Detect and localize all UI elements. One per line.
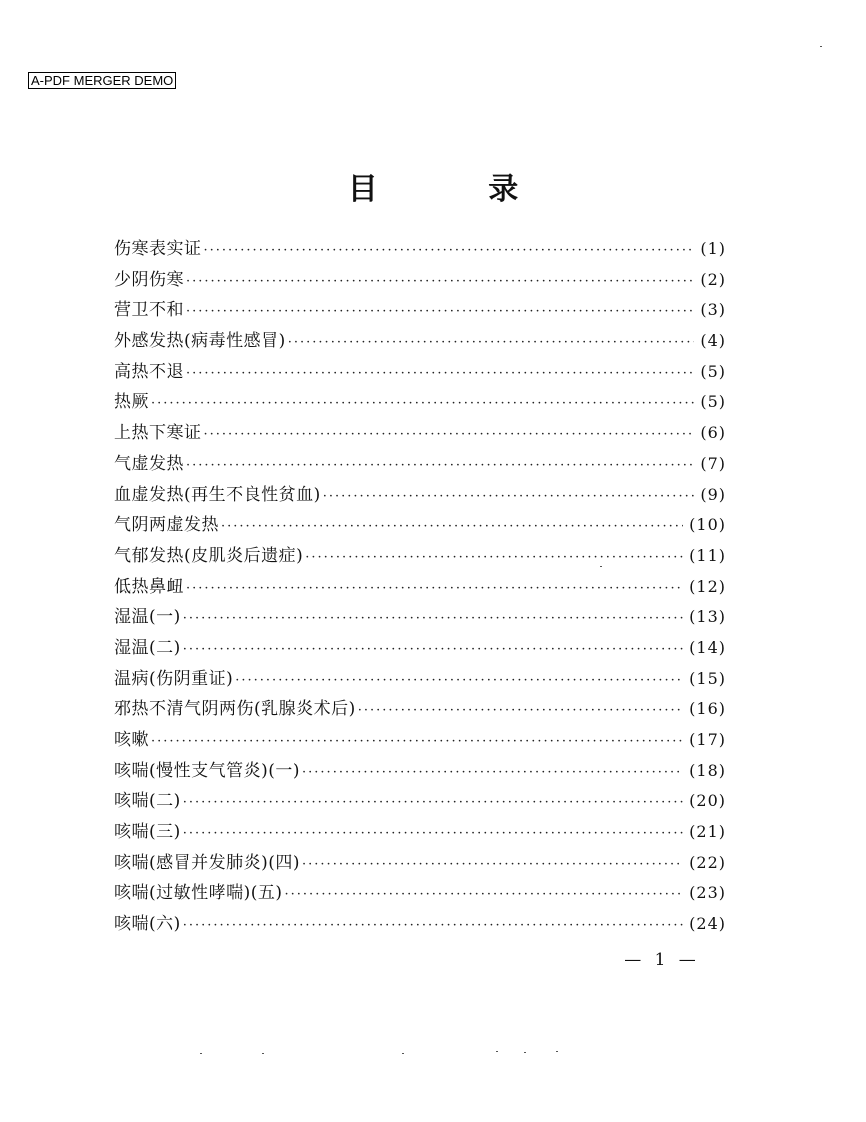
toc-entry-page: (9) xyxy=(700,484,726,504)
toc-entry-title: 咳喘(过敏性哮喘)(五) xyxy=(114,883,283,904)
toc-entry-page: (15) xyxy=(689,668,726,688)
toc-entry-page: (5) xyxy=(700,361,726,381)
scan-speck xyxy=(402,1053,404,1054)
toc-entry xyxy=(114,295,726,326)
toc-entry-title: 温病(伤阴重证) xyxy=(114,668,234,689)
toc-entry-title: 咳喘(感冒并发肺炎)(四) xyxy=(114,852,301,873)
scan-speck xyxy=(556,1051,558,1052)
toc-entry-page: (14) xyxy=(689,637,726,657)
toc-entry-page: (17) xyxy=(689,730,726,749)
toc-entry-title: 湿温(二) xyxy=(114,637,181,658)
toc-entry-page: (12) xyxy=(689,576,726,596)
toc-entry xyxy=(114,541,726,572)
toc-entry-page: (3) xyxy=(700,300,726,320)
toc-entry xyxy=(114,357,726,388)
toc-entry-title: 上热下寒证 xyxy=(114,423,202,444)
toc-entry-title: 营卫不和 xyxy=(114,300,184,321)
toc-dot-leader xyxy=(221,512,683,543)
toc-dot-leader xyxy=(183,911,683,942)
toc-entry-title: 咳喘(三) xyxy=(114,822,181,843)
pdf-merger-watermark: A-PDF MERGER DEMO xyxy=(28,72,176,89)
toc-entry-title: 咳嗽 xyxy=(114,730,149,750)
table-of-contents xyxy=(114,234,726,940)
scan-speck xyxy=(262,1053,264,1054)
toc-entry-page: (6) xyxy=(700,423,726,443)
toc-entry-title: 咳喘(六) xyxy=(114,914,181,935)
toc-dot-leader xyxy=(151,727,683,758)
toc-entry xyxy=(114,848,726,879)
toc-entry-page: (16) xyxy=(689,699,726,719)
toc-dot-leader xyxy=(186,359,694,390)
toc-entry-title: 气虚发热 xyxy=(114,453,184,474)
toc-entry-title: 高热不退 xyxy=(114,361,184,382)
toc-entry xyxy=(114,572,726,603)
toc-dot-leader xyxy=(204,236,695,267)
toc-dot-leader xyxy=(235,666,683,697)
toc-entry xyxy=(114,326,726,357)
toc-entry-title: 邪热不清气阴两伤(乳腺炎术后) xyxy=(114,699,356,720)
toc-entry-title: 气阴两虚发热 xyxy=(114,515,219,536)
toc-entry xyxy=(114,878,726,909)
toc-dot-leader xyxy=(323,482,695,513)
toc-entry xyxy=(114,817,726,848)
toc-dot-leader xyxy=(186,574,683,605)
toc-entry xyxy=(114,265,726,296)
toc-entry-title: 外感发热(病毒性感冒) xyxy=(114,331,286,352)
toc-entry xyxy=(114,387,726,418)
toc-entry xyxy=(114,664,726,695)
toc-entry-page: (4) xyxy=(700,331,726,351)
toc-entry-page: (24) xyxy=(689,914,726,934)
toc-dot-leader xyxy=(183,788,683,819)
toc-entry xyxy=(114,449,726,480)
toc-dot-leader xyxy=(186,451,694,482)
scan-speck xyxy=(496,1051,498,1052)
toc-entry xyxy=(114,602,726,633)
scan-speck xyxy=(524,1052,526,1053)
toc-entry-page: (2) xyxy=(700,269,726,289)
toc-dot-leader xyxy=(305,543,683,574)
scan-speck xyxy=(200,1053,202,1054)
toc-dot-leader xyxy=(183,819,683,850)
toc-entry-page: (21) xyxy=(689,822,726,842)
toc-entry-title: 热厥 xyxy=(114,392,149,413)
toc-entry-title: 咳喘(二) xyxy=(114,791,181,812)
toc-entry xyxy=(114,510,726,541)
toc-dot-leader xyxy=(288,328,695,359)
toc-entry xyxy=(114,633,726,664)
toc-entry-title: 湿温(一) xyxy=(114,607,181,628)
toc-entry-title: 咳喘(慢性支气管炎)(一) xyxy=(114,760,301,781)
toc-entry xyxy=(114,418,726,449)
toc-entry-page: (1) xyxy=(700,239,726,258)
toc-entry-page: (13) xyxy=(689,607,726,627)
toc-dot-leader xyxy=(302,850,683,881)
page-number: — 1 — xyxy=(624,950,700,970)
toc-entry-page: (7) xyxy=(700,453,726,473)
toc-entry xyxy=(114,694,726,725)
toc-dot-leader xyxy=(302,758,683,789)
toc-entry xyxy=(114,725,726,756)
toc-entry-title: 低热鼻衄 xyxy=(114,576,184,597)
toc-entry-page: (5) xyxy=(700,392,726,412)
page-title: 目 录 xyxy=(347,172,569,207)
toc-entry-title: 气郁发热(皮肌炎后遗症) xyxy=(114,545,304,566)
toc-dot-leader xyxy=(151,389,694,420)
toc-dot-leader xyxy=(204,420,695,451)
toc-entry xyxy=(114,909,726,940)
toc-dot-leader xyxy=(183,635,683,666)
toc-dot-leader xyxy=(186,267,694,298)
toc-entry-title: 血虚发热(再生不良性贫血) xyxy=(114,484,321,505)
toc-entry xyxy=(114,480,726,511)
toc-entry-page: (23) xyxy=(689,883,726,903)
toc-entry-title: 伤寒表实证 xyxy=(114,239,202,259)
toc-dot-leader xyxy=(186,297,694,328)
toc-entry xyxy=(114,234,726,265)
toc-entry-page: (10) xyxy=(689,515,726,535)
toc-dot-leader xyxy=(183,604,683,635)
toc-entry-title: 少阴伤寒 xyxy=(114,269,184,290)
toc-entry xyxy=(114,756,726,787)
scan-speck xyxy=(600,566,602,567)
toc-entry-page: (20) xyxy=(689,791,726,811)
toc-dot-leader xyxy=(285,880,684,911)
toc-dot-leader xyxy=(358,696,683,727)
toc-entry-page: (18) xyxy=(689,760,726,780)
toc-entry xyxy=(114,786,726,817)
toc-entry-page: (11) xyxy=(689,545,726,565)
scan-speck xyxy=(820,46,822,47)
toc-entry-page: (22) xyxy=(689,852,726,872)
